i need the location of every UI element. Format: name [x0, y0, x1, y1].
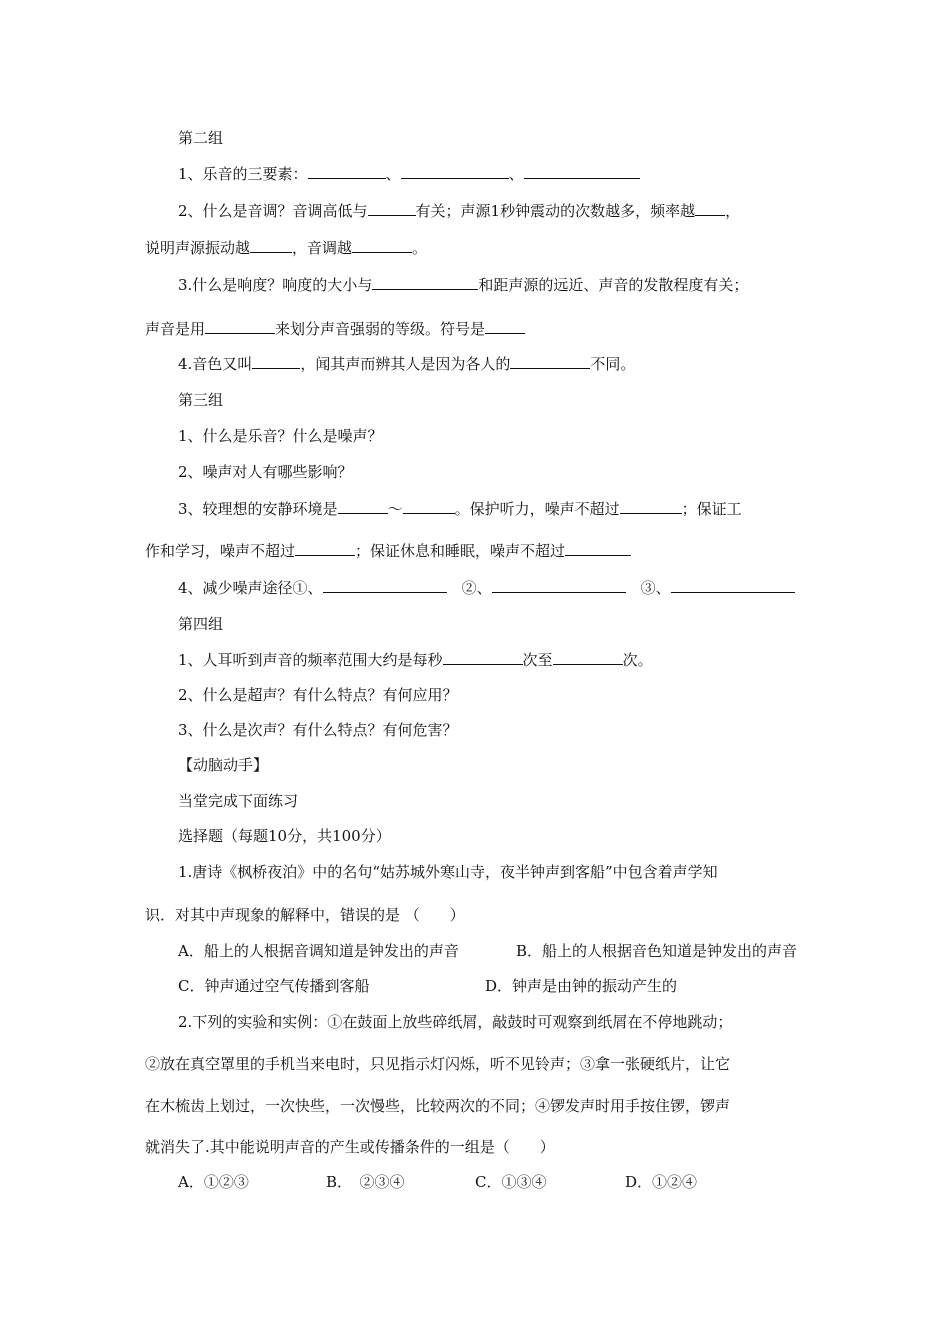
separator: 、 [385, 165, 401, 183]
q-text: 作和学习，噪声不超过 [145, 542, 296, 560]
group2-q4 [178, 353, 635, 374]
practice-intro: 当堂完成下面练习 [178, 792, 299, 810]
q-text: 3、较理想的安静环境是 [178, 500, 338, 518]
pq2-option-a: A．①②③ [178, 1173, 249, 1191]
q-text: 有关；声源1秒钟震动的次数越多，频率越 [415, 202, 696, 220]
q-text: 说明声源振动越 [145, 239, 251, 257]
group4-heading: 第四组 [178, 615, 224, 633]
group3-q4 [178, 577, 795, 598]
pq1-option-d: D．钟声是由钟的振动产生的 [485, 977, 678, 995]
blank-line[interactable] [252, 353, 300, 369]
q-text: 不同。 [590, 355, 636, 373]
blank-line[interactable] [565, 540, 631, 556]
group2-q3-line1 [178, 274, 748, 295]
blank-line[interactable] [620, 498, 682, 514]
q-text: 4.音色又叫 [178, 355, 253, 373]
pq2-option-b: B． ②③④ [326, 1173, 405, 1191]
blank-line[interactable] [295, 540, 355, 556]
q-text: 来划分声音强弱的等级。符号是 [275, 320, 486, 338]
q-text: ， [725, 202, 741, 220]
q-text: ②、 [461, 579, 492, 597]
pq1-option-b: B．船上的人根据音色知道是钟发出的声音 [516, 942, 798, 960]
blank-line[interactable] [308, 163, 386, 179]
blank-line[interactable] [492, 577, 626, 593]
pq1-option-a: A．船上的人根据音调知道是钟发出的声音 [178, 942, 459, 960]
group3-heading: 第三组 [178, 391, 224, 409]
blank-line[interactable] [485, 318, 525, 334]
group4-q2: 2、什么是超声？有什么特点？有何应用？ [178, 686, 458, 704]
pq1-line2: 识．对其中声现象的解释中，错误的是 （ ） [145, 906, 465, 924]
q-text: 和距声源的远近、声音的发散程度有关； [478, 276, 749, 294]
q-text: ，音调越 [292, 239, 353, 257]
blank-line[interactable] [443, 649, 523, 665]
practice-section: 选择题（每题10分，共100分） [178, 827, 391, 845]
blank-line[interactable] [352, 237, 412, 253]
q-text: ，闻其声而辨其人是因为各人的 [300, 355, 511, 373]
pq1-line1: 1.唐诗《枫桥夜泊》中的名句“姑苏城外寒山寺，夜半钟声到客船”中包含着声学知 [178, 863, 718, 881]
pq1-option-c: C．钟声通过空气传播到客船 [178, 977, 370, 995]
pq2-option-c: C．①③④ [475, 1173, 547, 1191]
group3-q2: 2、噪声对人有哪些影响？ [178, 463, 353, 481]
group2-q3-line2 [145, 318, 525, 339]
blank-line[interactable] [368, 200, 416, 216]
blank-line[interactable] [403, 498, 455, 514]
q-text: ；保证工 [681, 500, 742, 518]
q-text: 次。 [622, 651, 653, 669]
group3-q1: 1、什么是乐音？什么是噪声？ [178, 427, 383, 445]
blank-line[interactable] [205, 318, 275, 334]
q-text: 。保护听力，噪声不超过 [454, 500, 620, 518]
blank-line[interactable] [372, 274, 478, 290]
blank-line[interactable] [323, 577, 447, 593]
group3-q3-line2 [145, 540, 631, 561]
q-text: ～ [387, 500, 403, 518]
blank-line[interactable] [553, 649, 623, 665]
group2-q1 [178, 163, 640, 184]
q-text: 4、减少噪声途径①、 [178, 579, 323, 597]
blank-line[interactable] [695, 200, 725, 216]
group3-q3-line1 [178, 498, 742, 519]
q-text: 次至 [522, 651, 553, 669]
q-text: 3.什么是响度？响度的大小与 [178, 276, 373, 294]
group2-heading: 第二组 [178, 129, 224, 147]
q-text: 2、什么是音调？音调高低与 [178, 202, 368, 220]
practice-heading: 【动脑动手】 [178, 756, 269, 774]
blank-line[interactable] [401, 163, 509, 179]
q-text: ；保证休息和睡眠，噪声不超过 [355, 542, 566, 560]
q-text: 。 [412, 239, 428, 257]
group2-q2-line1 [178, 200, 740, 221]
blank-line[interactable] [250, 237, 292, 253]
group4-q3: 3、什么是次声？有什么特点？有何危害？ [178, 721, 458, 739]
blank-line[interactable] [510, 353, 590, 369]
blank-line[interactable] [524, 163, 640, 179]
blank-line[interactable] [671, 577, 795, 593]
separator: 、 [508, 165, 524, 183]
pq2-line4: 就消失了.其中能说明声音的产生或传播条件的一组是（ ） [145, 1138, 555, 1156]
blank-line[interactable] [338, 498, 388, 514]
group2-q1-text: 1、乐音的三要素： [178, 165, 308, 183]
group2-q2-line2 [145, 237, 427, 258]
group4-q1 [178, 649, 653, 670]
q-text: ③、 [640, 579, 671, 597]
q-text: 声音是用 [145, 320, 206, 338]
pq2-option-d: D．①②④ [625, 1173, 698, 1191]
q-text: 1、人耳听到声音的频率范围大约是每秒 [178, 651, 443, 669]
pq2-line2: ②放在真空罩里的手机当来电时，只见指示灯闪烁，听不见铃声；③拿一张硬纸片，让它 [145, 1055, 731, 1073]
pq2-line1: 2.下列的实验和实例：①在鼓面上放些碎纸屑，敲鼓时可观察到纸屑在不停地跳动； [178, 1013, 733, 1031]
pq2-line3: 在木梳齿上划过，一次快些，一次慢些，比较两次的不同；④锣发声时用手按住锣，锣声 [145, 1097, 731, 1115]
